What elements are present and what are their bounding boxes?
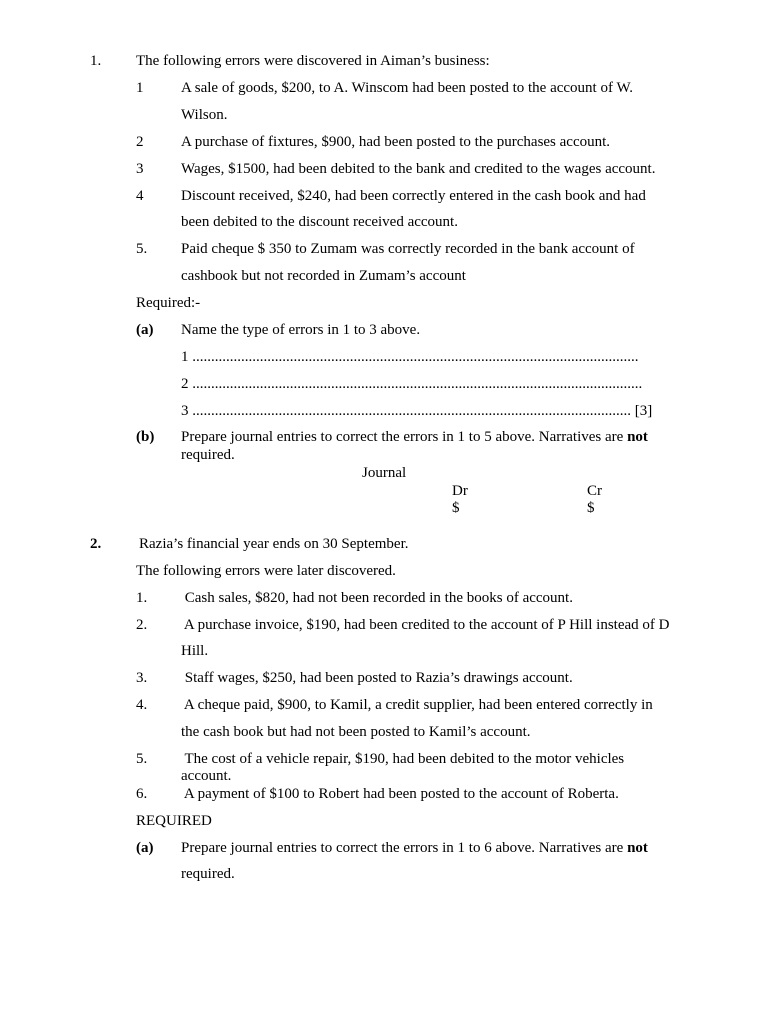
q2-intro-2: The following errors were later discovered. — [136, 563, 396, 579]
journal-dr-heading: Dr — [452, 483, 468, 499]
q1-number: 1. — [90, 53, 102, 69]
q1-error-5-line-1: Paid cheque $ 350 to Zumam was correctly recorded in the bank account of — [181, 241, 635, 257]
q1-part-b-emphasis: not — [627, 429, 648, 445]
q1-required: Required:- — [136, 295, 201, 311]
q2-error-5-num: 5. — [136, 751, 148, 767]
q2-error-1-num: 1. — [136, 590, 148, 606]
q2-error-3-line-1: Staff wages, $250, had been posted to Razia’s drawings account. — [181, 670, 573, 686]
q1-part-b-label: (b) — [136, 429, 155, 445]
q2-error-4-line-2: the cash book but had not been posted to Kamil’s account. — [181, 724, 531, 740]
journal-cr-unit: $ — [587, 500, 595, 516]
journal-title: Journal — [362, 465, 407, 481]
q2-error-3-num: 3. — [136, 670, 148, 686]
answer-line-1[interactable]: 1 ....................................................................................................................... — [181, 349, 639, 365]
q1-error-5-line-2: cashbook but not recorded in Zumam’s account — [181, 268, 466, 284]
q1-error-2-num: 2 — [136, 134, 144, 150]
q2-error-5-line-2: account. — [181, 768, 232, 784]
journal-cr-heading: Cr — [587, 483, 602, 499]
q1-part-b-text-line-2: required. — [181, 447, 235, 463]
q1-intro: The following errors were discovered in Aiman’s business: — [136, 53, 490, 69]
q2-intro: Razia’s financial year ends on 30 September. — [139, 536, 409, 552]
q1-error-1-num: 1 — [136, 80, 144, 96]
q2-part-a-emphasis: not — [627, 840, 648, 856]
q2-part-a-text-line-2: required. — [181, 866, 235, 882]
answer-line-3[interactable]: 3 ..................................................................................................................... [3] — [181, 403, 653, 419]
q2-part-a-text — [181, 839, 648, 857]
q1-part-b-text — [181, 428, 648, 446]
q1-error-4-line-2: been debited to the discount received account. — [181, 214, 458, 230]
q1-error-2-line-1: A purchase of fixtures, $900, had been posted to the purchases account. — [181, 134, 611, 150]
q2-error-4-line-1: A cheque paid, $900, to Kamil, a credit supplier, had been entered correctly in — [181, 697, 653, 713]
q2-error-2-line-1: A purchase invoice, $190, had been credited to the account of P Hill instead of D — [181, 617, 670, 633]
q2-part-a-text-main: Prepare journal entries to correct the errors in 1 to 6 above. Narratives are — [181, 840, 628, 856]
q1-error-3-line-1: Wages, $1500, had been debited to the bank and credited to the wages account. — [181, 161, 656, 177]
q2-error-5-line-1: The cost of a vehicle repair, $190, had been debited to the motor vehicles — [181, 751, 625, 767]
q2-part-a-label: (a) — [136, 840, 154, 856]
q2-error-2-num: 2. — [136, 617, 148, 633]
q1-part-a-label: (a) — [136, 322, 154, 338]
answer-line-2[interactable]: 2 ........................................................................................................................ — [181, 376, 643, 392]
q1-error-4-num: 4 — [136, 188, 144, 204]
q2-error-4-num: 4. — [136, 697, 148, 713]
q2-error-1-line-1: Cash sales, $820, had not been recorded in the books of account. — [181, 590, 573, 606]
q1-error-4-line-1: Discount received, $240, had been correctly entered in the cash book and had — [181, 188, 646, 204]
q1-error-1-line-2: Wilson. — [181, 107, 228, 123]
q1-error-1-line-1: A sale of goods, $200, to A. Winscom had been posted to the account of W. — [181, 80, 633, 96]
q2-number: 2. — [90, 536, 102, 552]
q2-required: REQUIRED — [136, 813, 212, 829]
q2-error-2-line-2: Hill. — [181, 643, 209, 659]
q2-error-6-line-1: A payment of $100 to Robert had been posted to the account of Roberta. — [181, 786, 619, 802]
q1-error-5-num: 5. — [136, 241, 148, 257]
q1-error-3-num: 3 — [136, 161, 144, 177]
q2-error-6-num: 6. — [136, 786, 148, 802]
journal-dr-unit: $ — [452, 500, 460, 516]
q1-part-a-text: Name the type of errors in 1 to 3 above. — [181, 322, 421, 338]
q1-part-b-text-main: Prepare journal entries to correct the errors in 1 to 5 above. Narratives are — [181, 429, 628, 445]
